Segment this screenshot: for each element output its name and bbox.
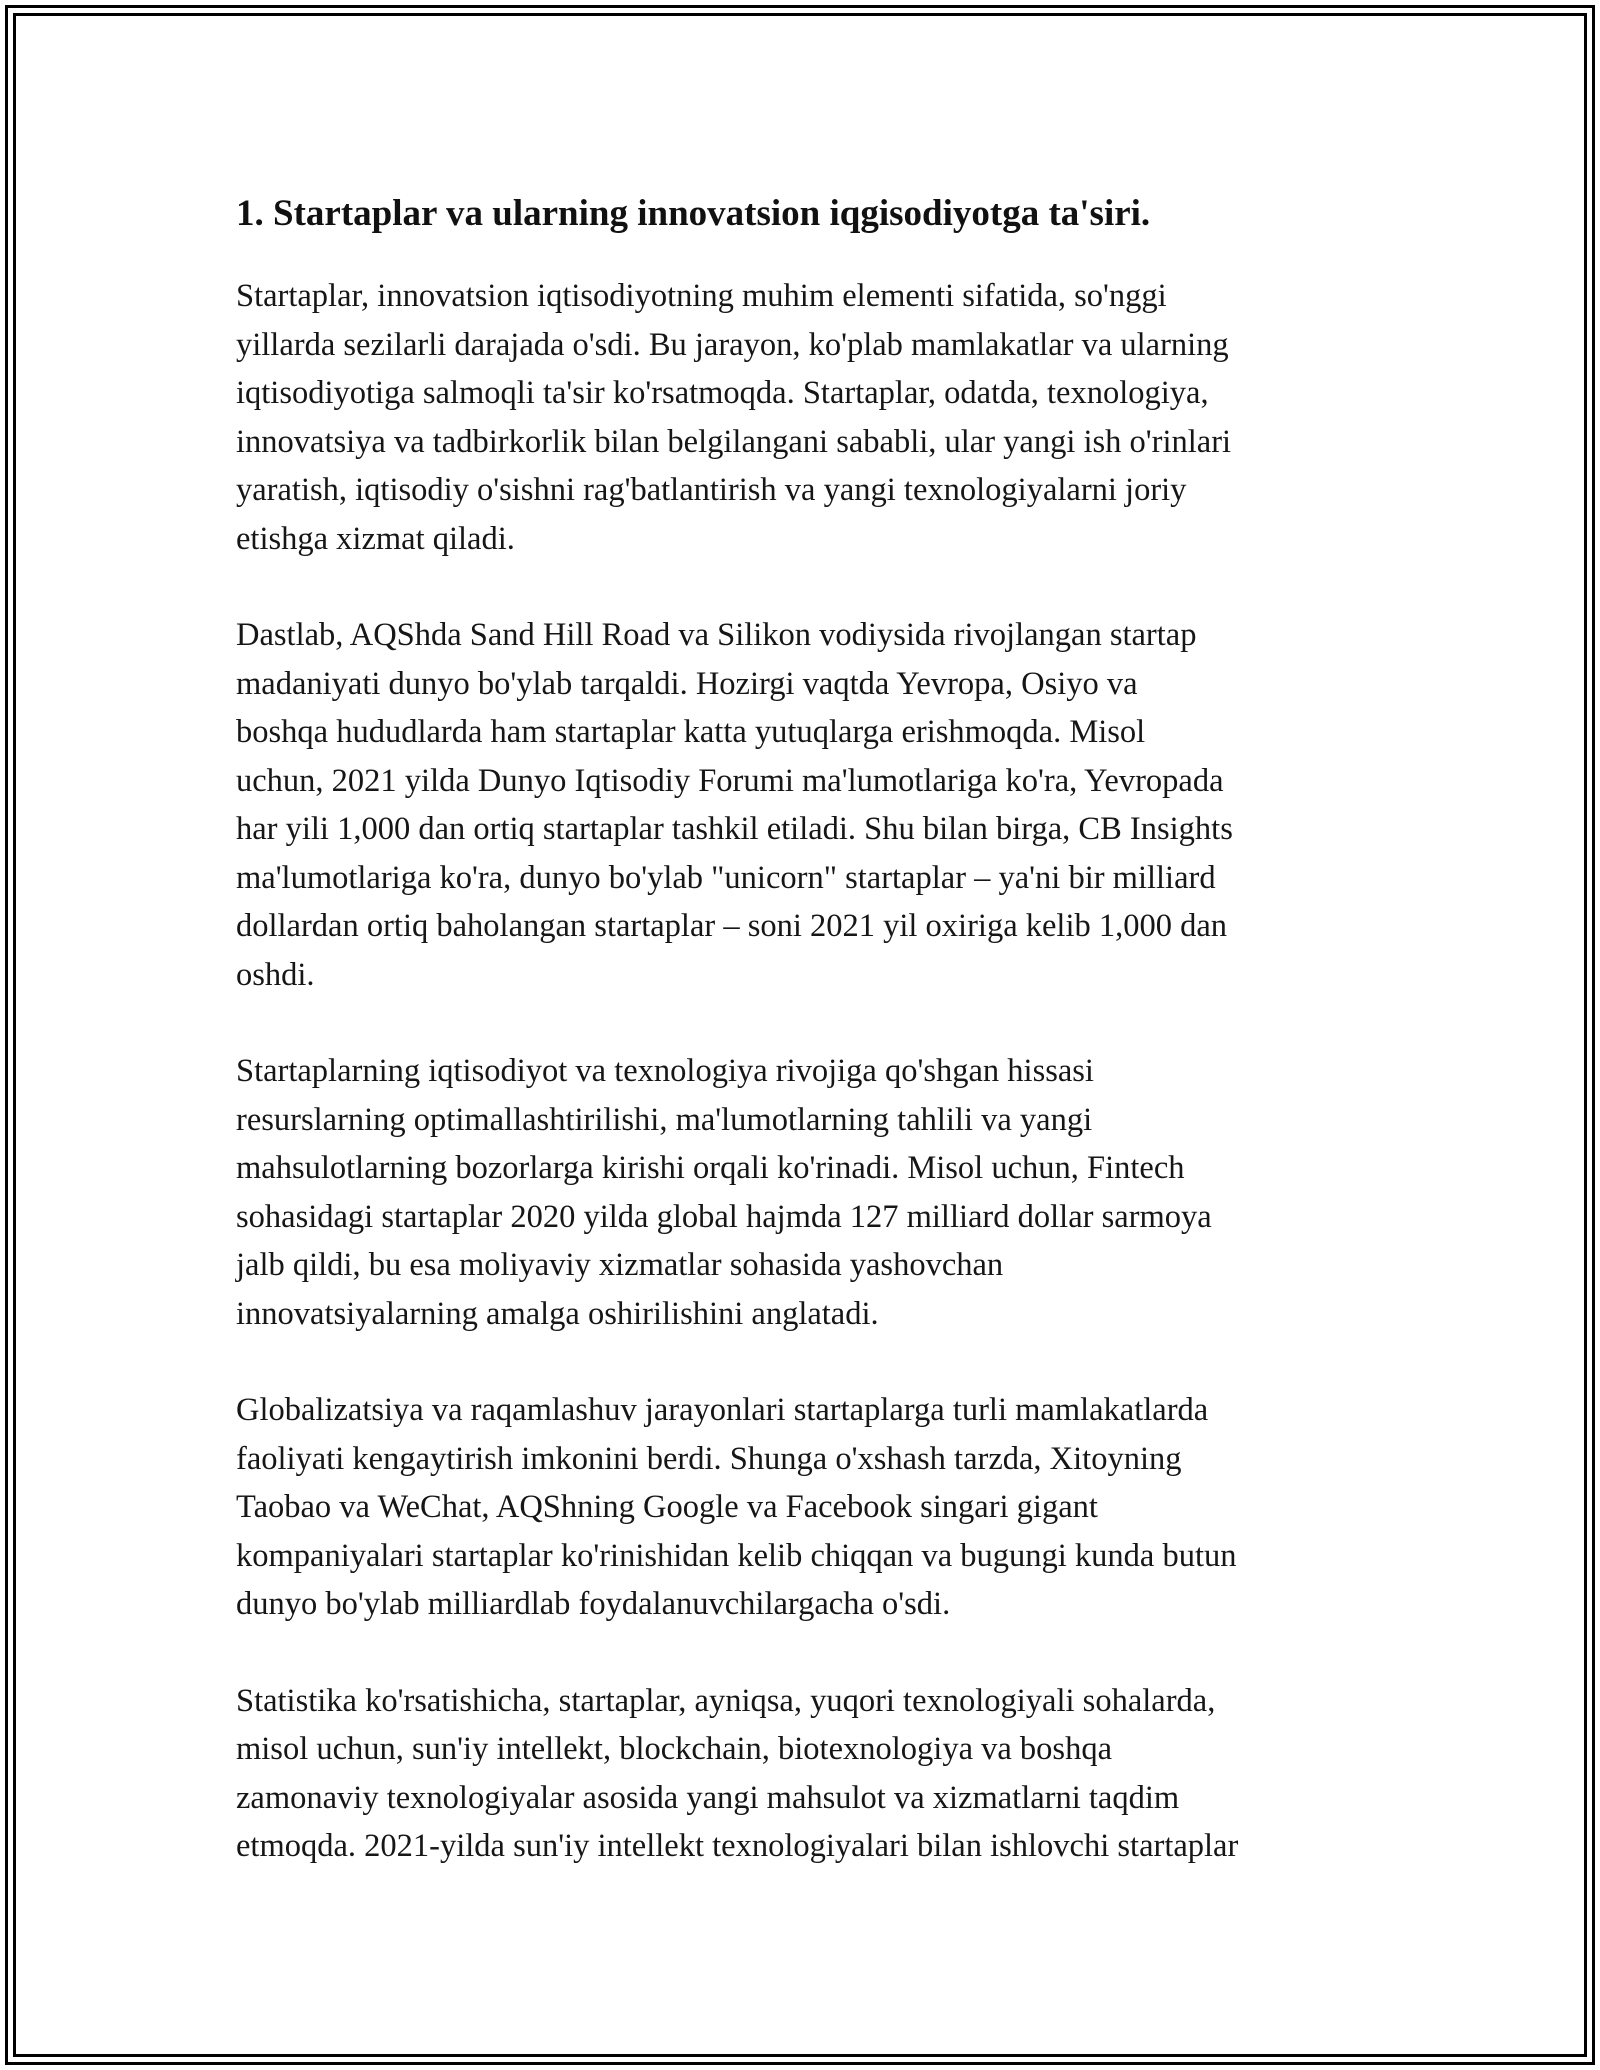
- paragraph-line: etmoqda. 2021-yilda sun'iy intellekt texnologiyalari bilan ishlovchi startaplar: [236, 1828, 1239, 1864]
- paragraph-line: sohasidagi startaplar 2020 yilda global hajmda 127 milliard dollar sarmoya: [236, 1198, 1212, 1235]
- paragraph-line: Startaplar, innovatsion iqtisodiyotning muhim elementi sifatida, so'nggi: [236, 278, 1167, 314]
- paragraph-line: Globalizatsiya va raqamlashuv jarayonlari startaplarga turli mamlakatlarda: [236, 1392, 1209, 1428]
- paragraph-line: jalb qildi, bu esa moliyaviy xizmatlar sohasida yashovchan: [236, 1247, 1004, 1283]
- paragraph-5: [236, 1677, 1386, 1871]
- paragraph-line: faoliyati kengaytirish imkonini berdi. Shunga o'xshash tarzda, Xitoyning: [236, 1440, 1182, 1477]
- paragraph-line: mahsulotlarning bozorlarga kirishi orqali ko'rinadi. Misol uchun, Fintech: [236, 1150, 1185, 1186]
- paragraph-line: dunyo bo'ylab milliardlab foydalanuvchilargacha o'sdi.: [236, 1586, 951, 1622]
- paragraph-line: yaratish, iqtisodiy o'sishni rag'batlantirish va yangi texnologiyalarni joriy: [236, 472, 1187, 508]
- document-body: [236, 184, 1386, 1919]
- paragraph-1: [236, 272, 1386, 563]
- paragraph-line: etishga xizmat qiladi.: [236, 520, 515, 557]
- paragraph-line: iqtisodiyotiga salmoqli ta'sir ko'rsatmoqda. Startaplar, odatda, texnologiya,: [236, 375, 1209, 411]
- paragraph-line: madaniyati dunyo bo'ylab tarqaldi. Hozirgi vaqtda Yevropa, Osiyo va: [236, 665, 1138, 702]
- section-heading: 1. Startaplar va ularning innovatsion iqgisodiyotga ta'siri.: [236, 193, 1151, 234]
- paragraph-line: oshdi.: [236, 956, 315, 993]
- paragraph-line: resurslarning optimallashtirilishi, ma'lumotlarning tahlili va yangi: [236, 1101, 1093, 1138]
- paragraph-line: misol uchun, sun'iy intellekt, blockchain, biotexnologiya va boshqa: [236, 1731, 1112, 1767]
- paragraph-line: Startaplarning iqtisodiyot va texnologiya rivojiga qo'shgan hissasi: [236, 1053, 1094, 1089]
- paragraph-line: har yili 1,000 dan ortiq startaplar tashkil etiladi. Shu bilan birga, CB Insights: [236, 811, 1233, 847]
- paragraph-line: innovatsiya va tadbirkorlik bilan belgilangani sababli, ular yangi ish o'rinlari: [236, 423, 1232, 460]
- paragraph-2: [236, 611, 1386, 999]
- paragraph-line: uchun, 2021 yilda Dunyo Iqtisodiy Forumi ma'lumotlariga ko'ra, Yevropada: [236, 762, 1224, 799]
- paragraph-line: dollardan ortiq baholangan startaplar – soni 2021 yil oxiriga kelib 1,000 dan: [236, 908, 1228, 944]
- paragraph-line: Taobao va WeChat, AQShning Google va Facebook singari gigant: [236, 1489, 1098, 1525]
- paragraph-line: innovatsiyalarning amalga oshirilishini anglatadi.: [236, 1295, 879, 1332]
- paragraph-line: yillarda sezilarli darajada o'sdi. Bu jarayon, ko'plab mamlakatlar va ularning: [236, 326, 1229, 363]
- paragraph-3: [236, 1047, 1386, 1338]
- paragraph-line: Dastlab, AQShda Sand Hill Road va Silikon vodiysida rivojlangan startap: [236, 617, 1197, 653]
- paragraph-line: boshqa hududlarda ham startaplar katta yutuqlarga erishmoqda. Misol: [236, 714, 1146, 750]
- paragraph-4: [236, 1386, 1386, 1629]
- paragraph-line: ma'lumotlariga ko'ra, dunyo bo'ylab "unicorn" startaplar – ya'ni bir milliard: [236, 859, 1216, 896]
- paragraph-line: Statistika ko'rsatishicha, startaplar, ayniqsa, yuqori texnologiyali sohalarda,: [236, 1682, 1216, 1719]
- paragraph-line: zamonaviy texnologiyalar asosida yangi mahsulot va xizmatlarni taqdim: [236, 1779, 1180, 1816]
- paragraph-line: kompaniyalari startaplar ko'rinishidan kelib chiqqan va bugungi kunda butun: [236, 1537, 1237, 1574]
